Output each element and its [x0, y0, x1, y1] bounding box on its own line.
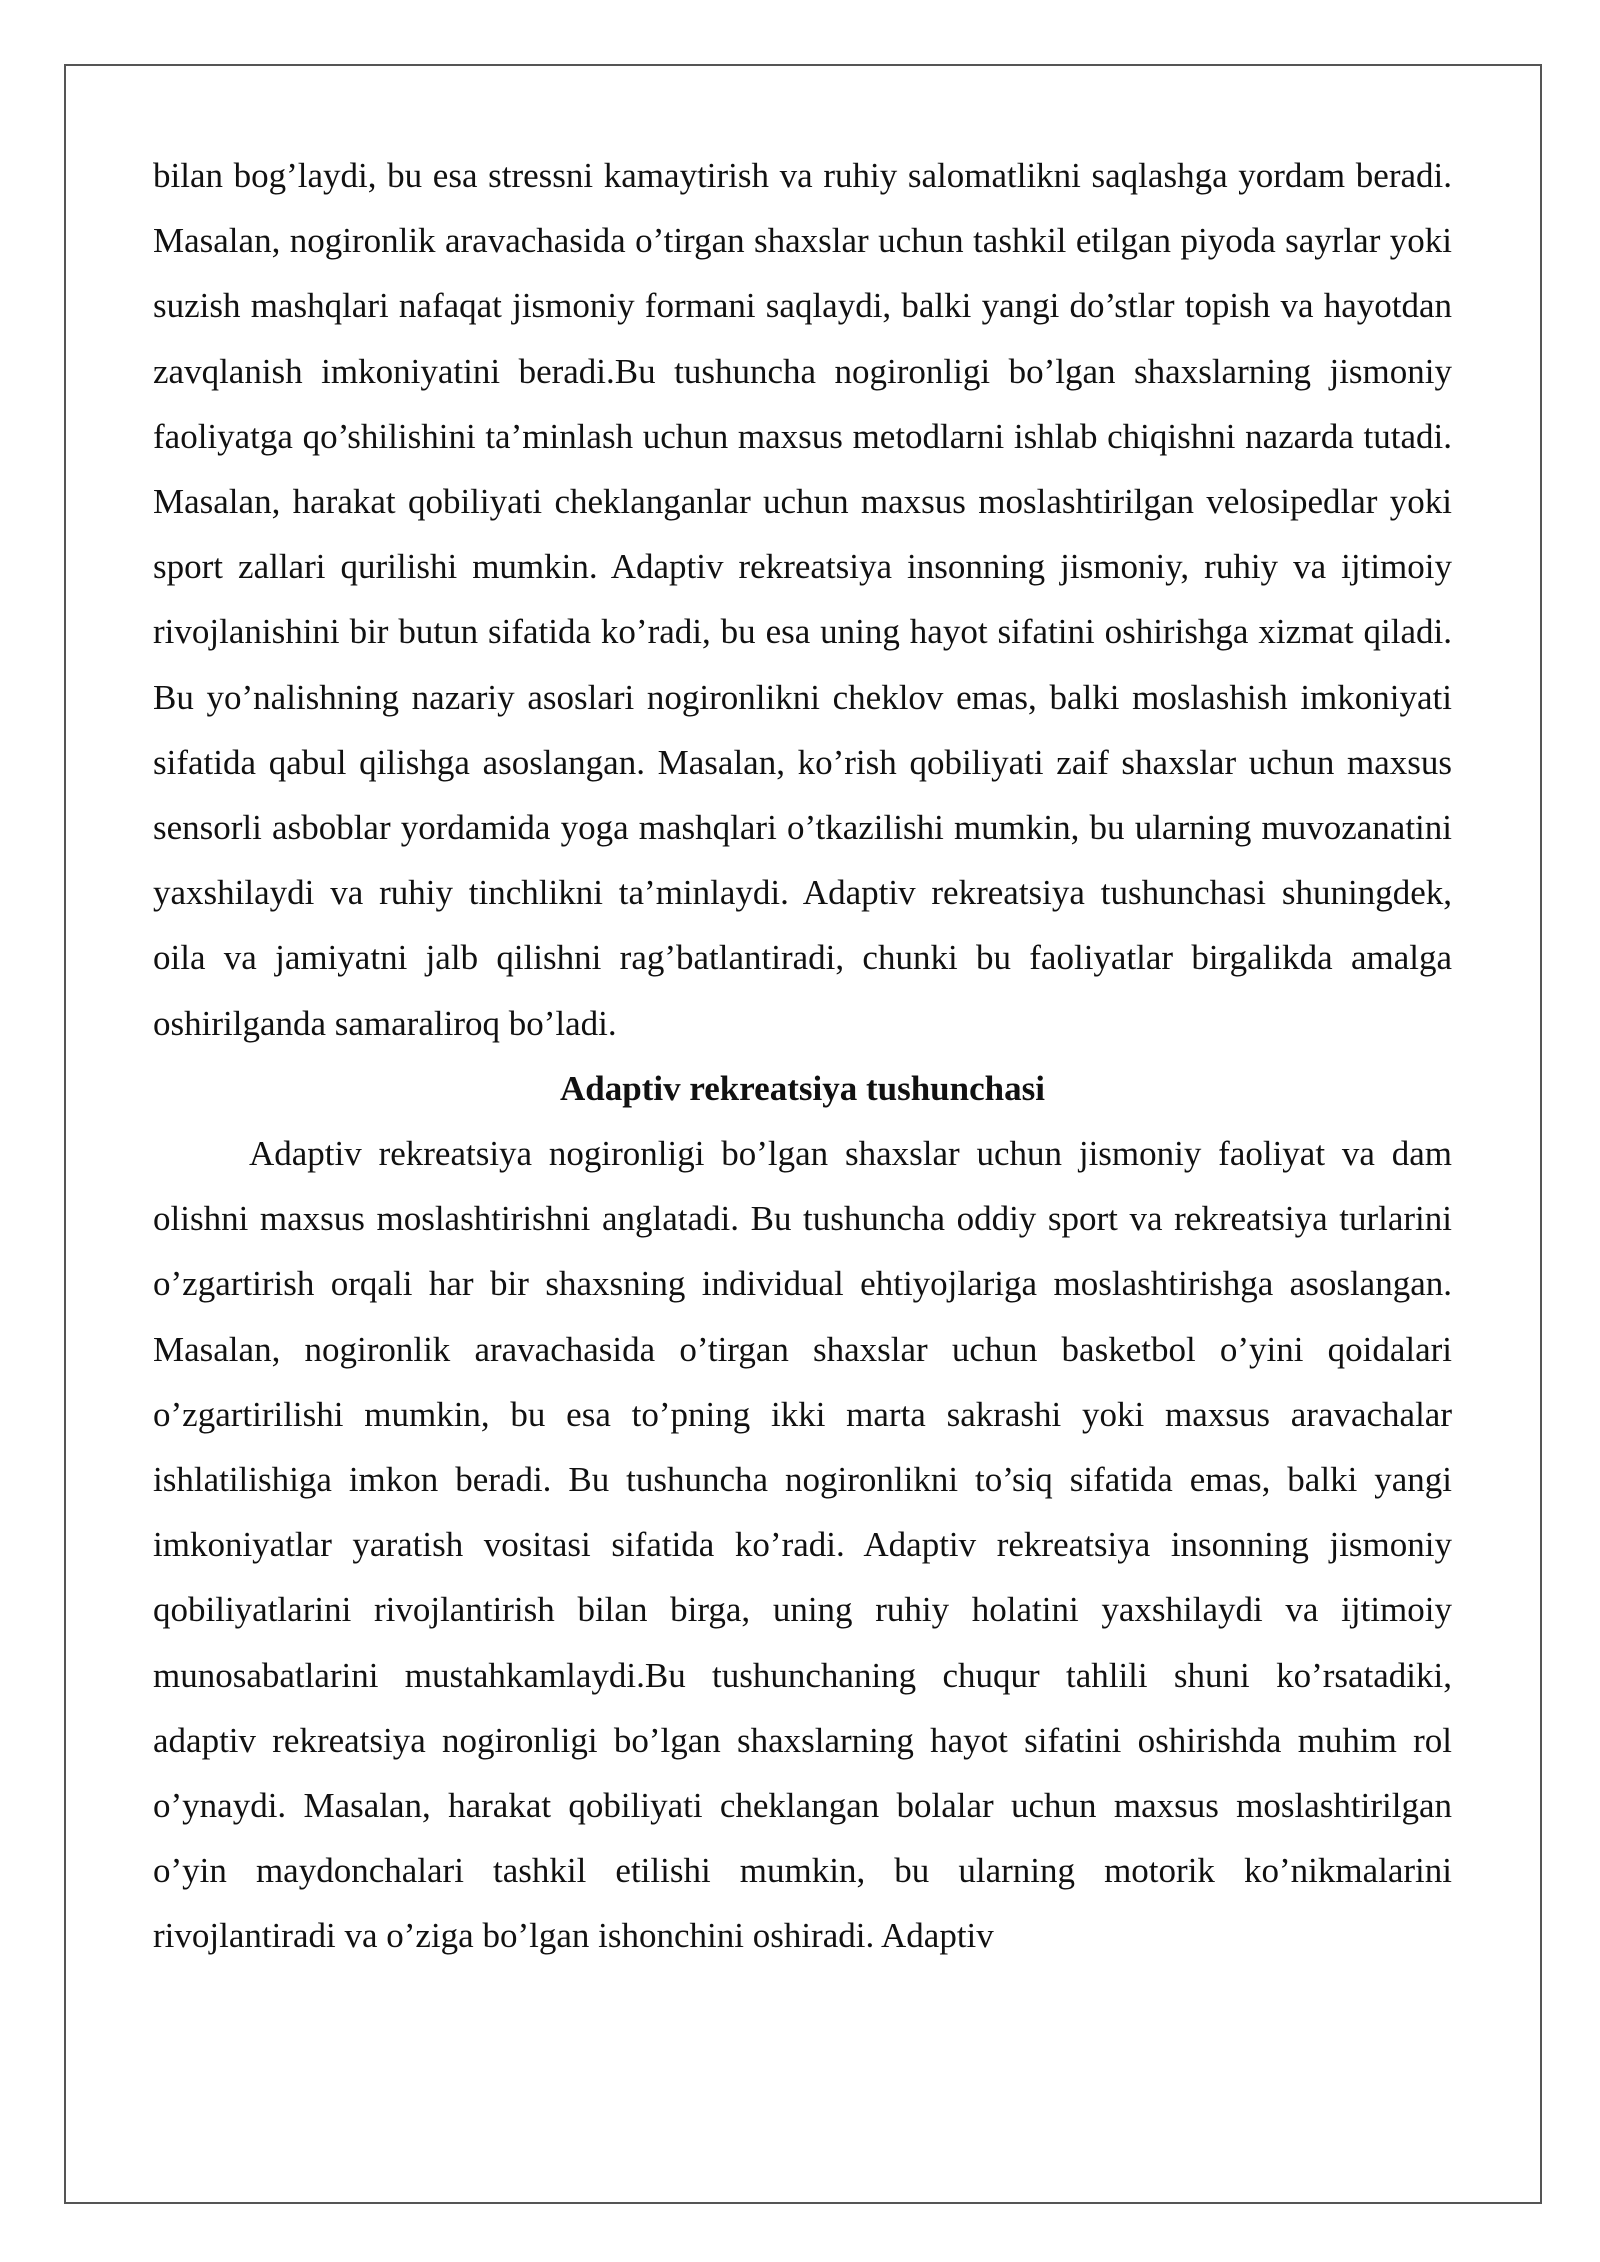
- paragraph-section: Adaptiv rekreatsiya nogironligi bo’lgan shaxslar uchun jismoniy faoliyat va dam olishni maxsus moslashtirishni anglatadi. Bu tushuncha oddiy sport va rekreatsiya turlarini o’zgartirish orqali har bir shaxsning individual ehtiyojlariga moslashtirishga asoslangan. Masalan, nogironlik aravachasida o’tirgan shaxslar uchun basketbol o’yini qoidalari o’zgartirilishi mumkin, bu esa to’pning ikki marta sakrashi yoki maxsus aravachalar ishlatilishiga imkon beradi. Bu tushuncha nogironlikni to’siq sifatida emas, balki yangi imkoniyatlar yaratish vositasi sifatida ko’radi. Adaptiv rekreatsiya insonning jismoniy qobiliyatlarini rivojlantirish bilan birga, uning ruhiy holatini yaxshilaydi va ijtimoiy munosabatlarini mustahkamlaydi.Bu tushunchaning chuqur tahlili shuni ko’rsatadiki, adaptiv rekreatsiya nogironligi bo’lgan shaxslarning hayot sifatini oshirishda muhim rol o’ynaydi. Masalan, harakat qobiliyati cheklangan bolalar uchun maxsus moslashtirilgan o’yin maydonchalari tashkil etilishi mumkin, bu ularning motorik ko’nikmalarini rivojlantiradi va o’ziga bo’lgan ishonchini oshiradi. Adaptiv: [153, 1134, 1452, 1956]
- paragraph-continued: bilan bog’laydi, bu esa stressni kamaytirish va ruhiy salomatlikni saqlashga yordam beradi. Masalan, nogironlik aravachasida o’tirgan shaxslar uchun tashkil etilgan piyoda sayrlar yoki suzish mashqlari nafaqat jismoniy formani saqlaydi, balki yangi do’stlar topish va hayotdan zavqlanish imkoniyatini beradi.Bu tushuncha nogironligi bo’lgan shaxslarning jismoniy faoliyatga qo’shilishini ta’minlash uchun maxsus metodlarni ishlab chiqishni nazarda tutadi. Masalan, harakat qobiliyati cheklanganlar uchun maxsus moslashtirilgan velosipedlar yoki sport zallari qurilishi mumkin. Adaptiv rekreatsiya insonning jismoniy, ruhiy va ijtimoiy rivojlanishini bir butun sifatida ko’radi, bu esa uning hayot sifatini oshirishga xizmat qiladi. Bu yo’nalishning nazariy asoslari nogironlikni cheklov emas, balki moslashish imkoniyati sifatida qabul qilishga asoslangan. Masalan, ko’rish qobiliyati zaif shaxslar uchun maxsus sensorli asboblar yordamida yoga mashqlari o’tkazilishi mumkin, bu ularning muvozanatini yaxshilaydi va ruhiy tinchlikni ta’minlaydi. Adaptiv rekreatsiya tushunchasi shuningdek, oila va jamiyatni jalb qilishni rag’batlantiradi, chunki bu faoliyatlar birgalikda amalga oshirilganda samaraliroq bo’ladi.: [153, 156, 1452, 1043]
- document-body: [153, 143, 1452, 1969]
- section-heading: Adaptiv rekreatsiya tushunchasi: [560, 1068, 1045, 1108]
